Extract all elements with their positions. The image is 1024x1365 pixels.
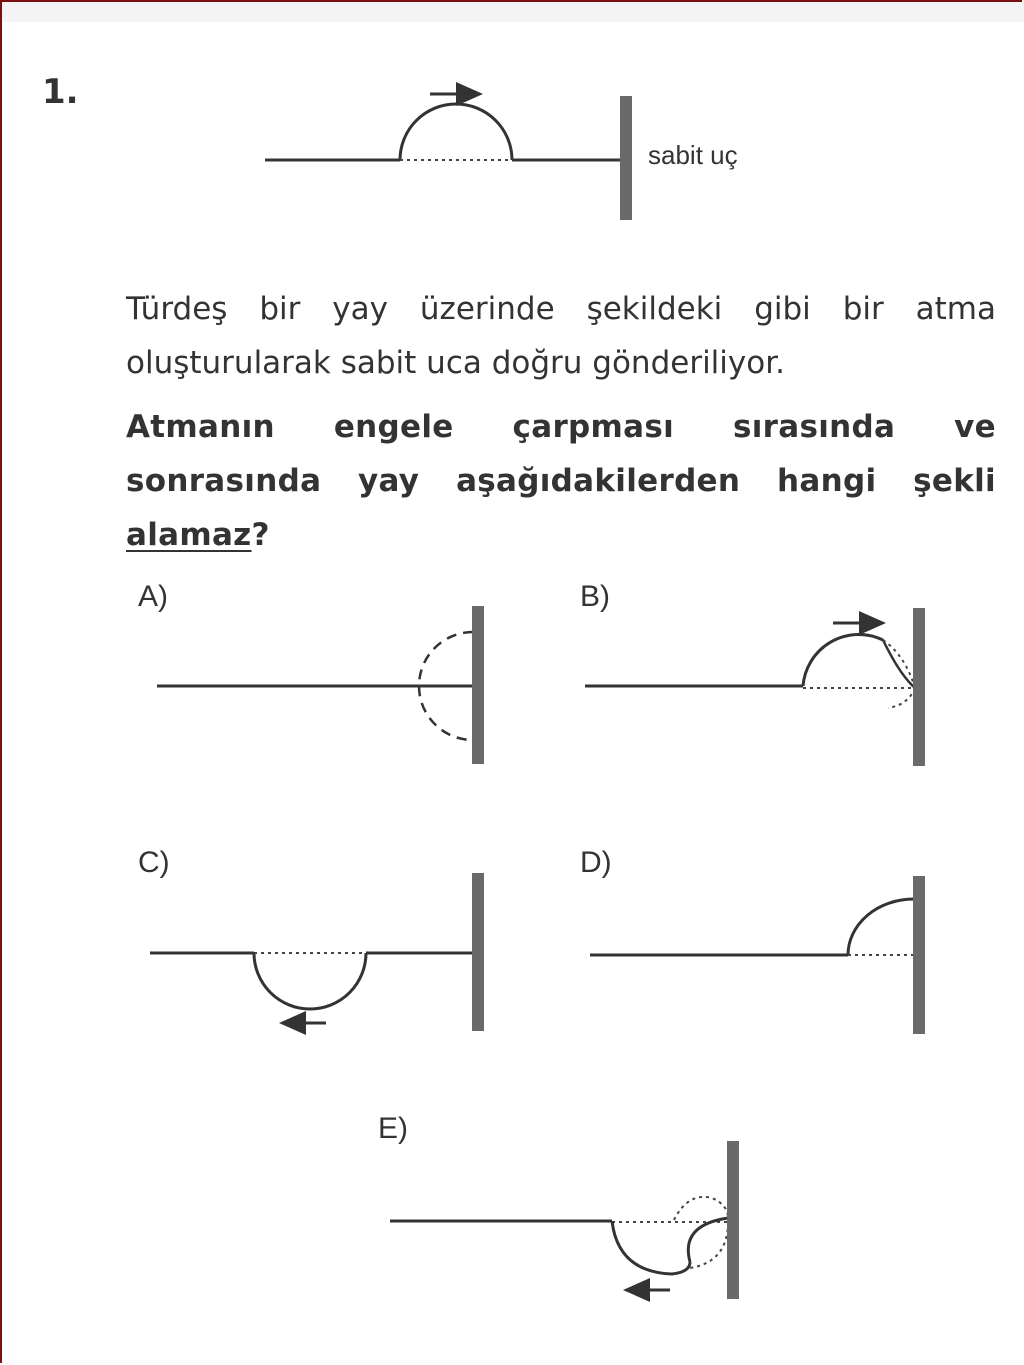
option-d-figure xyxy=(590,876,925,1034)
question-stem xyxy=(126,282,996,390)
prompt-text: Atmanın engele çarpması sırasında ve sonrasında yay aşağıdakilerden hangi şekli xyxy=(126,409,996,499)
option-c-label[interactable]: C) xyxy=(138,846,170,879)
main-figure xyxy=(265,94,632,220)
option-e-figure xyxy=(390,1141,739,1299)
question-prompt xyxy=(126,400,996,562)
option-a-label[interactable]: A) xyxy=(138,580,168,613)
wall-a xyxy=(472,606,484,764)
option-a-figure xyxy=(157,606,484,764)
wall-c xyxy=(472,873,484,1031)
negation-word: alamaz xyxy=(126,517,252,553)
fixed-end-wall xyxy=(620,96,632,220)
prompt-question-mark: ? xyxy=(251,517,270,553)
stem-text: Türdeş bir yay üzerinde şekildeki gibi bir atma oluşturularak sabit uca doğru gönderiliyor. xyxy=(126,291,996,381)
option-d-label[interactable]: D) xyxy=(580,846,612,879)
option-e-label[interactable]: E) xyxy=(378,1112,408,1145)
wall-b xyxy=(913,608,925,766)
fixed-end-label: sabit uç xyxy=(648,140,738,170)
option-b-label[interactable]: B) xyxy=(580,580,610,613)
wall-e xyxy=(727,1141,739,1299)
option-c-figure xyxy=(150,873,484,1031)
option-b-figure xyxy=(585,608,925,766)
pulse-hump xyxy=(400,104,512,160)
wall-d xyxy=(913,876,925,1034)
question-number: 1. xyxy=(42,72,79,112)
